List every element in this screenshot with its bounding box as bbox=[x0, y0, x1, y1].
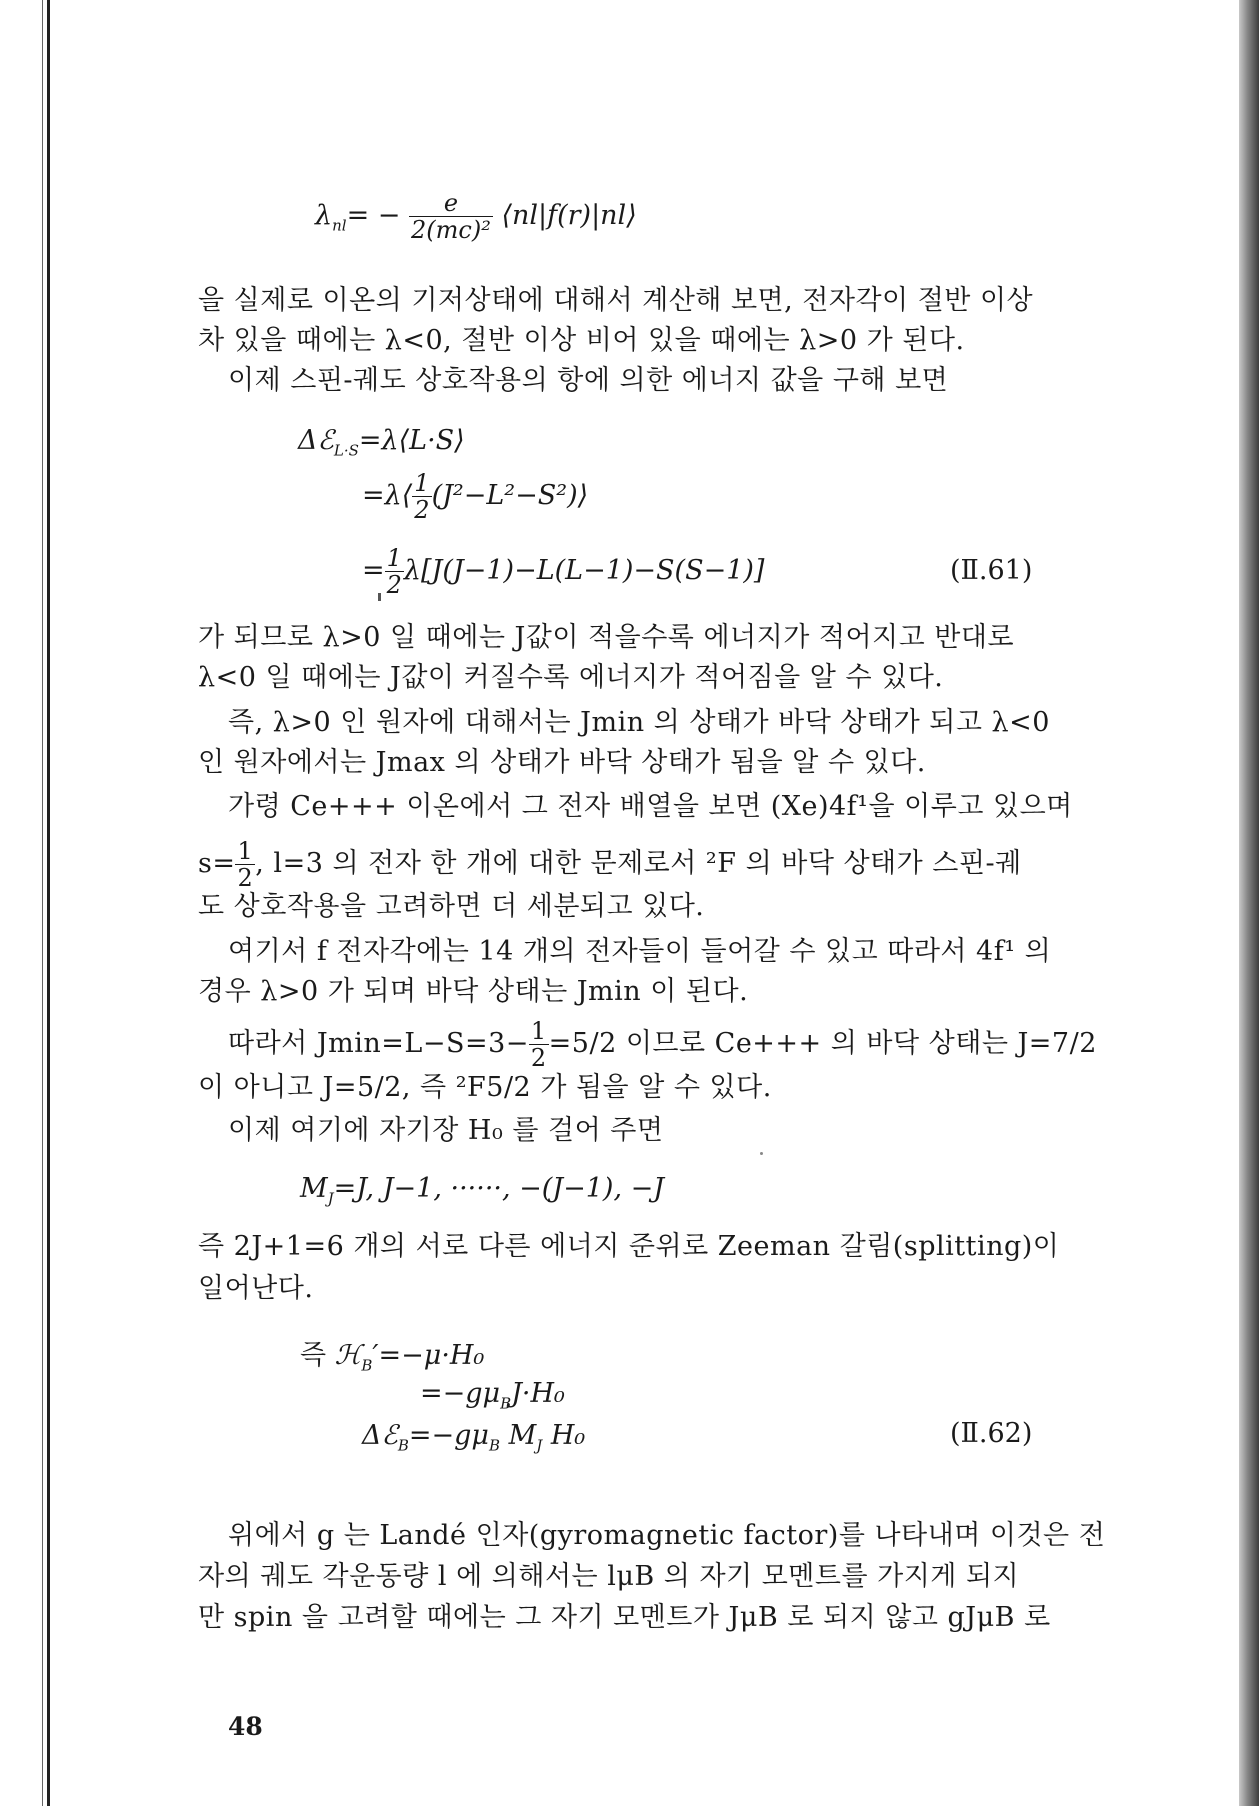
text-line: 일어난다. bbox=[198, 1273, 314, 1304]
text-line: 인 원자에서는 Jmax 의 상태가 바닥 상태가 됨을 알 수 있다. bbox=[198, 747, 926, 778]
text-line: 차 있을 때에는 λ<0, 절반 이상 비어 있을 때에는 λ>0 가 된다. bbox=[198, 325, 965, 356]
text-line: 도 상호작용을 고려하면 더 세분되고 있다. bbox=[198, 891, 705, 922]
print-mark bbox=[378, 593, 381, 601]
equation-61-line2: =λ⟨ $\frac{1}{2}$ (J²−L²−S²)⟩ bbox=[362, 469, 589, 524]
equation-number-62: (Ⅱ.62) bbox=[950, 1418, 1033, 1449]
print-speck bbox=[760, 1152, 763, 1155]
equation-number-61: (Ⅱ.61) bbox=[950, 555, 1033, 586]
equation-62-line1: 즉 ℋ$_B$′=−μ·H₀ bbox=[300, 1340, 485, 1375]
equation-62-line3: $\Delta ℰ_B=-g\mu_B$ $M_J$ H₀ bbox=[362, 1420, 586, 1455]
page-number: 48 bbox=[228, 1712, 263, 1741]
text-line: 을 실제로 이온의 기저상태에 대해서 계산해 보면, 전자각이 절반 이상 bbox=[198, 285, 1034, 316]
text-line: 가 되므로 λ>0 일 때에는 J값이 적을수록 에너지가 적어지고 반대로 bbox=[198, 622, 1015, 653]
text-line: 여기서 f 전자각에는 14 개의 전자들이 들어갈 수 있고 따라서 4f¹ 의 bbox=[228, 936, 1052, 967]
text-line: 자의 궤도 각운동량 l 에 의해서는 lμB 의 자기 모멘트를 가지게 되지 bbox=[198, 1561, 1020, 1592]
equation-mj: $M_J=J$, J−1, ······, −(J−1), −J bbox=[300, 1173, 665, 1208]
equation-62-line2: $=-g\mu_BJ\cdot H_0$ bbox=[420, 1378, 565, 1413]
text-line: 위에서 g 는 Landé 인자(gyromagnetic factor)를 나타내며 이것은 전 bbox=[228, 1520, 1106, 1551]
text-line: 경우 λ>0 가 되며 바닥 상태는 Jmin 이 된다. bbox=[198, 976, 749, 1007]
equation-61-line1: Δℰ$_{L\cdot S}$=λ⟨L·S⟩ bbox=[298, 425, 465, 460]
page-curl-shadow bbox=[1239, 0, 1259, 1806]
text-line: s= $\frac{1}{2}$ , l=3 의 전자 한 개에 대한 문제로서 ²F 의 바닥 상태가 스핀-궤 bbox=[198, 837, 1022, 892]
book-binding-edge bbox=[0, 0, 52, 1806]
text-line: 만 spin 을 고려할 때에는 그 자기 모멘트가 JμB 로 되지 않고 gJμB 로 bbox=[198, 1602, 1051, 1633]
text-line: λ<0 일 때에는 J값이 커질수록 에너지가 적어짐을 알 수 있다. bbox=[198, 662, 944, 693]
text-line: 따라서 Jmin=L−S=3− $\frac{1}{2}$ =5/2 이므로 Ce+++ 의 바닥 상태는 J=7/2 bbox=[228, 1017, 1097, 1072]
text-line: 즉 2J+1=6 개의 서로 다른 에너지 준위로 Zeeman 갈림(splitting)이 bbox=[198, 1231, 1060, 1262]
text-line: 즉, λ>0 인 원자에 대해서는 Jmin 의 상태가 바닥 상태가 되고 λ<0 bbox=[228, 707, 1050, 738]
text-line: 가령 Ce+++ 이온에서 그 전자 배열을 보면 (Xe)4f¹을 이루고 있으며 bbox=[228, 791, 1073, 822]
equation-lambda-nl: $\lambda_{nl}=$ − $\frac{e}{\text{2(mc)²}}$ ⟨nl|f(r)|nl⟩ bbox=[315, 189, 637, 244]
text-line: 이 아니고 J=5/2, 즉 ²F5/2 가 됨을 알 수 있다. bbox=[198, 1072, 772, 1103]
text-line: 이제 여기에 자기장 H₀ 를 걸어 주면 bbox=[228, 1115, 664, 1146]
text-line: 이제 스핀-궤도 상호작용의 항에 의한 에너지 값을 구해 보면 bbox=[228, 365, 949, 396]
equation-61-line3: = $\frac{1}{2}$ λ[J(J−1)−L(L−1)−S(S−1)] bbox=[362, 544, 765, 599]
